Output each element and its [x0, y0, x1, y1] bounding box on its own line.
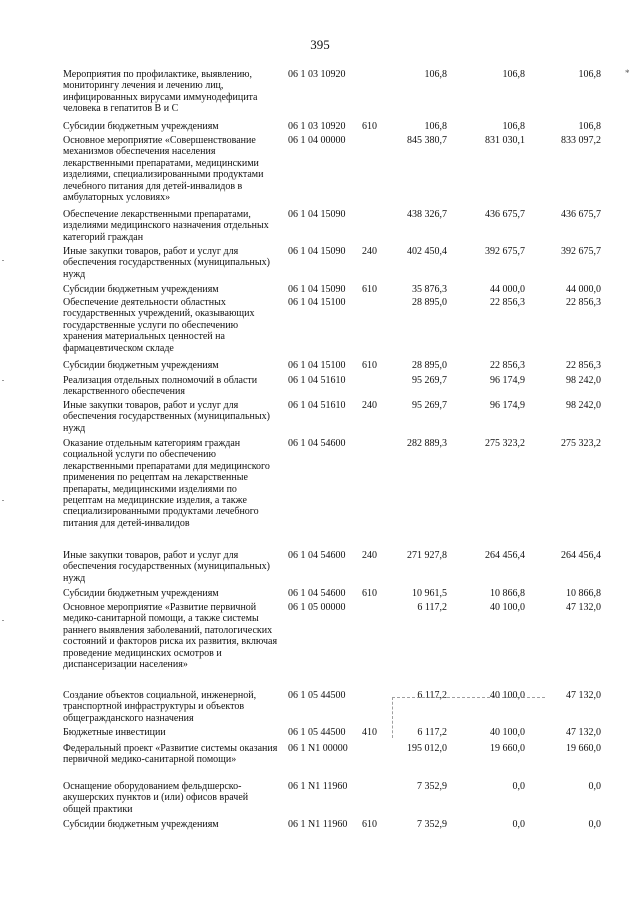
amount-year-1: 845 380,7 [407, 135, 447, 146]
amount-year-1: 6 117,2 [417, 727, 447, 738]
amount-year-2: 44 000,0 [490, 284, 525, 295]
amount-year-1: 10 961,5 [412, 588, 447, 599]
item-name: Создание объектов социальной, инженерной, транспортной инфраструктуры и объектов общегражданского назначения [63, 690, 257, 724]
amount-year-3: 98 242,0 [566, 375, 601, 386]
item-name: Иные закупки товаров, работ и услуг для обеспечения государственных (муниципальных) нужд [63, 246, 270, 280]
item-name: Субсидии бюджетным учреждениям [63, 121, 219, 132]
amount-year-2: 10 866,8 [490, 588, 525, 599]
target-code: 06 1 N1 11960 [288, 781, 348, 792]
target-code: 06 1 04 15100 [288, 297, 346, 308]
amount-year-2: 40 100,0 [490, 602, 525, 613]
amount-year-3: 106,8 [578, 121, 601, 132]
item-name: Мероприятия по профилактике, выявлению, мониторингу лечения и лечению лиц, инфицированных вирусами иммунодефицита человека в гепатитов В и С [63, 69, 258, 115]
item-name: Оказание отдельным категориям граждан социальной услуги по обеспечению лекарственными препаратами для медицинского применения по рецептам на лекарственные препараты, медицинскими изделиями по рецептам на медицинские изделия, а также специализированными продуктами лечебного питания для детей-инвалидов [63, 438, 270, 529]
item-name: Иные закупки товаров, работ и услуг для обеспечения государственных (муниципальных) нужд [63, 550, 270, 584]
item-name: Оснащение оборудованием фельдшерско-акушерских пунктов и (или) офисов врачей общей практики [63, 781, 249, 815]
amount-year-3: 436 675,7 [561, 209, 601, 220]
amount-year-2: 106,8 [502, 121, 525, 132]
target-code: 06 1 04 15090 [288, 209, 346, 220]
amount-year-3: 106,8 [578, 69, 601, 80]
target-code: 06 1 03 10920 [288, 121, 346, 132]
item-name: Субсидии бюджетным учреждениям [63, 284, 219, 295]
amount-year-3: 0,0 [588, 781, 601, 792]
target-code: 06 1 04 00000 [288, 135, 346, 146]
target-code: 06 1 04 15090 [288, 246, 346, 257]
item-name: Субсидии бюджетным учреждениям [63, 360, 219, 371]
amount-year-1: 28 895,0 [412, 360, 447, 371]
amount-year-3: 47 132,0 [566, 690, 601, 701]
expense-type: 410 [362, 727, 377, 738]
expense-type: 240 [362, 246, 377, 257]
amount-year-1: 282 889,3 [407, 438, 447, 449]
amount-year-1: 28 895,0 [412, 297, 447, 308]
amount-year-3: 47 132,0 [566, 602, 601, 613]
amount-year-3: 19 660,0 [566, 743, 601, 754]
amount-year-2: 106,8 [502, 69, 525, 80]
item-name: Обеспечение лекарственными препаратами, изделиями медицинского назначения отдельных категорий граждан [63, 209, 269, 243]
expense-type: 240 [362, 550, 377, 561]
amount-year-1: 195 012,0 [407, 743, 447, 754]
amount-year-1: 271 927,8 [407, 550, 447, 561]
amount-year-2: 436 675,7 [485, 209, 525, 220]
amount-year-2: 19 660,0 [490, 743, 525, 754]
expense-type: 610 [362, 819, 377, 830]
target-code: 06 1 04 54600 [288, 588, 346, 599]
target-code: 06 1 04 54600 [288, 550, 346, 561]
amount-year-1: 95 269,7 [412, 400, 447, 411]
amount-year-3: 275 323,2 [561, 438, 601, 449]
target-code: 06 1 05 44500 [288, 727, 346, 738]
amount-year-1: 6 117,2 [417, 602, 447, 613]
amount-year-1: 438 326,7 [407, 209, 447, 220]
item-name: Иные закупки товаров, работ и услуг для обеспечения государственных (муниципальных) нужд [63, 400, 270, 434]
amount-year-3: 10 866,8 [566, 588, 601, 599]
amount-year-2: 0,0 [512, 781, 525, 792]
amount-year-1: 106,8 [424, 69, 447, 80]
amount-year-1: 35 876,3 [412, 284, 447, 295]
item-name: Субсидии бюджетным учреждениям [63, 819, 219, 830]
page-number: 395 [310, 37, 330, 52]
margin-mark: * [625, 68, 630, 78]
target-code: 06 1 04 51610 [288, 375, 346, 386]
stamp-outline [392, 697, 545, 738]
item-name: Обеспечение деятельности областных государственных учреждений, оказывающих государственные услуги по обеспечению хранения материальных ценностей на фармацевтическом складе [63, 297, 255, 354]
target-code: 06 1 N1 00000 [288, 743, 348, 754]
amount-year-2: 831 030,1 [485, 135, 525, 146]
amount-year-1: 95 269,7 [412, 375, 447, 386]
amount-year-2: 40 100,0 [490, 727, 525, 738]
amount-year-3: 47 132,0 [566, 727, 601, 738]
amount-year-2: 22 856,3 [490, 360, 525, 371]
amount-year-2: 96 174,9 [490, 400, 525, 411]
amount-year-1: 7 352,9 [417, 819, 447, 830]
item-name: Основное мероприятие «Совершенствование механизмов обеспечения населения лекарственными препаратами, медицинскими изделиями, специализированными продуктами лечебного питания для детей-инвалидов в амбулаторных условиях» [63, 135, 264, 204]
target-code: 06 1 05 44500 [288, 690, 346, 701]
amount-year-3: 392 675,7 [561, 246, 601, 257]
amount-year-2: 392 675,7 [485, 246, 525, 257]
amount-year-1: 402 450,4 [407, 246, 447, 257]
amount-year-3: 98 242,0 [566, 400, 601, 411]
expense-type: 610 [362, 284, 377, 295]
item-name: Федеральный проект «Развитие системы оказания первичной медико-санитарной помощи» [63, 743, 278, 766]
item-name: Реализация отдельных полномочий в области лекарственного обеспечения [63, 375, 258, 398]
target-code: 06 1 05 00000 [288, 602, 346, 613]
amount-year-2: 40 100,0 [490, 690, 525, 701]
amount-year-3: 44 000,0 [566, 284, 601, 295]
amount-year-3: 0,0 [588, 819, 601, 830]
expense-type: 610 [362, 121, 377, 132]
amount-year-2: 0,0 [512, 819, 525, 830]
amount-year-3: 22 856,3 [566, 297, 601, 308]
item-name: Основное мероприятие «Развитие первичной медико-санитарной помощи, а также системы раннего выявления заболеваний, патологических состояний и факторов риска их развития, включая проведение медицинских осмотров и диспансеризации населения» [63, 602, 278, 671]
item-name: Субсидии бюджетным учреждениям [63, 588, 219, 599]
amount-year-2: 96 174,9 [490, 375, 525, 386]
amount-year-2: 22 856,3 [490, 297, 525, 308]
amount-year-1: 7 352,9 [417, 781, 447, 792]
target-code: 06 1 03 10920 [288, 69, 346, 80]
expense-type: 240 [362, 400, 377, 411]
target-code: 06 1 04 15100 [288, 360, 346, 371]
target-code: 06 1 04 15090 [288, 284, 346, 295]
amount-year-3: 22 856,3 [566, 360, 601, 371]
amount-year-1: 6 117,2 [417, 690, 447, 701]
amount-year-3: 833 097,2 [561, 135, 601, 146]
target-code: 06 1 04 51610 [288, 400, 346, 411]
expense-type: 610 [362, 360, 377, 371]
target-code: 06 1 N1 11960 [288, 819, 348, 830]
expense-type: 610 [362, 588, 377, 599]
target-code: 06 1 04 54600 [288, 438, 346, 449]
item-name: Бюджетные инвестиции [63, 727, 166, 738]
amount-year-1: 106,8 [424, 121, 447, 132]
amount-year-3: 264 456,4 [561, 550, 601, 561]
amount-year-2: 264 456,4 [485, 550, 525, 561]
amount-year-2: 275 323,2 [485, 438, 525, 449]
